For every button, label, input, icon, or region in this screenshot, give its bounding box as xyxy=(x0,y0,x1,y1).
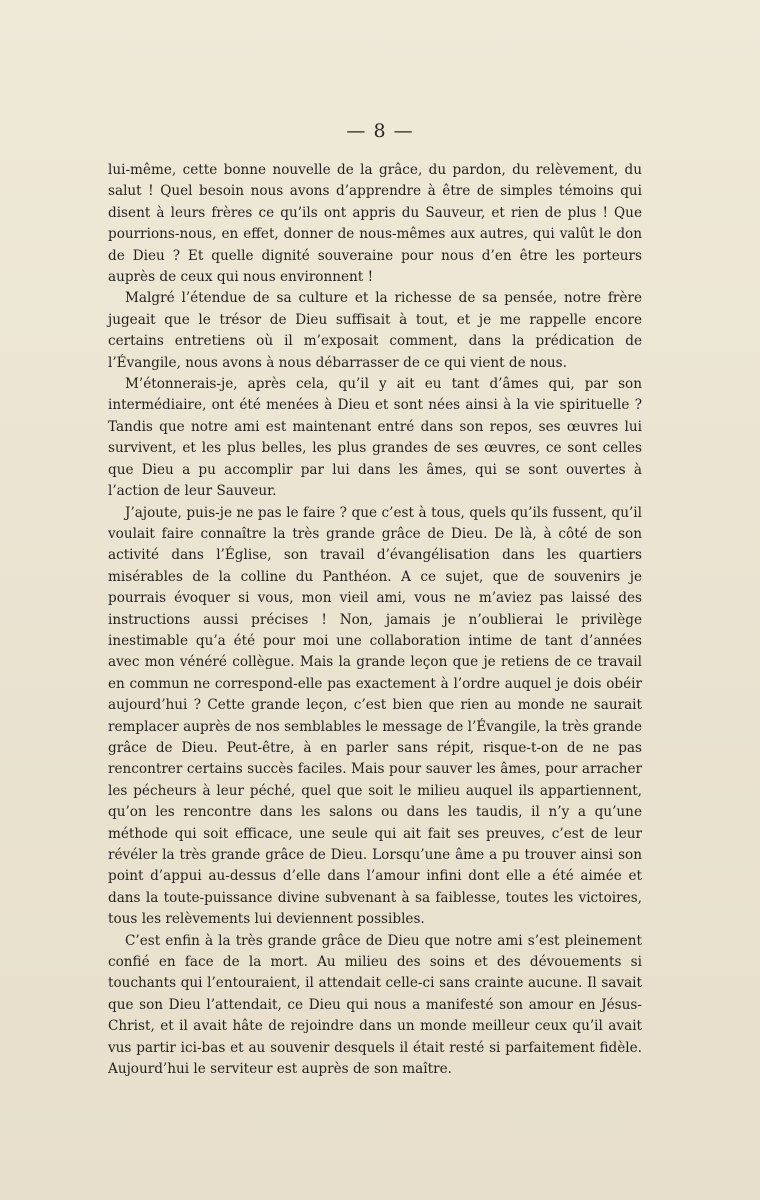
paragraph-4: J’ajoute, puis-je ne pas le faire ? que c’est à tous, quels qu’ils fussent, qu’il voulait faire connaître la très grande grâce de Dieu. De là, à côté de son activité dans l’Église, son travail d’évangélisation dans les quartiers misérables de la colline du Panthéon. A ce sujet, que de souvenirs je pourrais évoquer si vous, mon vieil ami, vous ne m’aviez pas laissé des instructions aussi précises ! Non, jamais je n’oublierai le privilège inestimable qu’a été pour moi une collaboration intime de tant d’années avec mon vénéré collègue. Mais la grande leçon que je retiens de ce travail en commun ne correspond-elle pas exactement à l’ordre auquel je dois obéir aujourd’hui ? Cette grande leçon, c’est bien que rien au monde ne saurait remplacer auprès de nos semblables le message de l’Évangile, la très grande grâce de Dieu. Peut-être, à en parler sans répit, risque-t-on de ne pas rencontrer certains succès faciles. Mais pour sauver les âmes, pour arracher les pécheurs à leur péché, quel que soit le milieu auquel ils appartiennent, qu’on les rencontre dans les salons ou dans les taudis, il n’y a qu’une méthode qui soit efficace, une seule qui ait fait ses preuves, c’est de leur révéler la très grande grâce de Dieu. Lorsqu’une âme a pu trouver ainsi son point d’appui au-dessus d’elle dans l’amour infini dont elle a été aimée et dans la toute-puissance divine subvenant à sa faiblesse, toutes les victoires, tous les relèvements lui deviennent possibles. xyxy=(108,504,642,928)
paragraph-5: C’est enfin à la très grande grâce de Dieu que notre ami s’est pleinement confié en face de la mort. Au milieu des soins et des dévouements si touchants qui l’entouraient, il attendait celle-ci sans crainte aucune. Il savait que son Dieu l’attendait, ce Dieu qui nous a manifesté son amour en Jésus-Christ, et il avait hâte de rejoindre dans un monde meilleur ceux qu’il avait vus partir ici-bas et au souvenir desquels il était resté si parfaitement fidèle. Aujourd’hui le serviteur est auprès de son maître. xyxy=(108,932,642,1078)
page-number: — 8 — xyxy=(346,120,414,142)
text-body xyxy=(108,160,642,1080)
paragraph-2: Malgré l’étendue de sa culture et la richesse de sa pensée, notre frère jugeait que le trésor de Dieu suffisait à tout, et je me rappelle encore certains entretiens où il m’exposait comment, dans la prédication de l’Évangile, nous avons à nous débarrasser de ce qui vient de nous. xyxy=(108,290,642,371)
paragraph-3: M’étonnerais-je, après cela, qu’il y ait eu tant d’âmes qui, par son intermédiaire, ont été menées à Dieu et sont nées ainsi à la vie spirituelle ? Tandis que notre ami est maintenant entré dans son repos, ses œuvres lui survivent, et les plus belles, les plus grandes de ses œuvres, ce sont celles que Dieu a pu accomplir par lui dans les âmes, qui se sont ouvertes à l’action de leur Sauveur. xyxy=(108,376,642,500)
paragraph-1: lui-même, cette bonne nouvelle de la grâce, du pardon, du relèvement, du salut ! Quel besoin nous avons d’apprendre à être de simples témoins qui disent à leurs frères ce qu’ils ont appris du Sauveur, et rien de plus ! Que pourrions-nous, en effet, donner de nous-mêmes aux autres, qui valût le don de Dieu ? Et quelle dignité souveraine pour nous d’en être les porteurs auprès de ceux qui nous environnent ! xyxy=(108,162,642,286)
